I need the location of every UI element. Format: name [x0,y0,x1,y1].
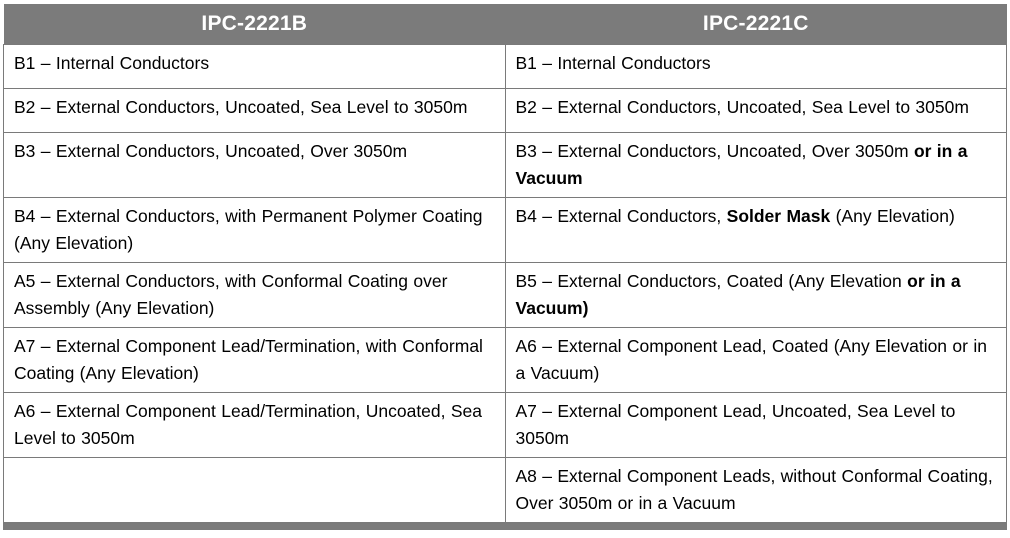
cell-text: B1 – Internal Conductors [14,52,210,73]
header-row [4,4,1007,44]
cell-ipc-2221b [4,88,506,132]
cell-text: A6 – External Component Lead, Coated (Any Elevation or in a Vacuum) [515,335,987,383]
table-row [4,88,1007,132]
cell-text: A5 – External Conductors, with Conformal Coating over Assembly (Any Elevation) [14,270,448,318]
cell-ipc-2221c [505,327,1007,392]
ipc-comparison-table [3,4,1007,523]
cell-ipc-2221b [4,132,506,197]
cell-ipc-2221b [4,457,506,522]
cell-ipc-2221c [505,392,1007,457]
cell-ipc-2221b [4,262,506,327]
cell-text-bold: or in a Vacuum) [515,270,961,318]
column-header-ipc-2221c: IPC-2221C [505,4,1007,44]
cell-ipc-2221b [4,392,506,457]
cell-ipc-2221c [505,88,1007,132]
cutoff-next-row-bar [3,523,1007,530]
table-row [4,327,1007,392]
table-row [4,457,1007,522]
table-header [4,4,1007,44]
cell-ipc-2221c [505,44,1007,88]
cell-text: (Any Elevation) [830,205,955,226]
cell-text: A7 – External Component Lead/Termination, with Conformal Coating (Any Elevation) [14,335,483,383]
cell-text: A8 – External Component Leads, without Conformal Coating, Over 3050m or in a Vacuum [515,465,993,513]
cell-ipc-2221b [4,44,506,88]
table-row [4,392,1007,457]
cell-text-bold: or in a Vacuum [515,140,968,188]
table-body [4,44,1007,522]
cell-ipc-2221c [505,132,1007,197]
cell-text: B3 – External Conductors, Uncoated, Over 3050m [515,140,914,161]
table-row [4,132,1007,197]
cell-ipc-2221c [505,197,1007,262]
cell-text-bold: Solder Mask [726,205,831,226]
cell-text: B2 – External Conductors, Uncoated, Sea Level to 3050m [14,96,468,117]
cell-ipc-2221c [505,457,1007,522]
cell-ipc-2221b [4,327,506,392]
cell-ipc-2221c [505,262,1007,327]
cell-text: B3 – External Conductors, Uncoated, Over 3050m [14,140,408,161]
cell-text: B5 – External Conductors, Coated (Any Elevation [515,270,908,291]
table-row [4,197,1007,262]
column-header-ipc-2221b: IPC-2221B [4,4,506,44]
cell-ipc-2221b [4,197,506,262]
cell-text: B4 – External Conductors, [515,205,727,226]
cell-text: A6 – External Component Lead/Termination, Uncoated, Sea Level to 3050m [14,400,483,448]
cell-text: B1 – Internal Conductors [515,52,711,73]
cell-text: B2 – External Conductors, Uncoated, Sea Level to 3050m [515,96,969,117]
cell-text: B4 – External Conductors, with Permanent Polymer Coating (Any Elevation) [14,205,483,253]
table-row [4,262,1007,327]
cell-text: A7 – External Component Lead, Uncoated, Sea Level to 3050m [515,400,956,448]
table-row [4,44,1007,88]
